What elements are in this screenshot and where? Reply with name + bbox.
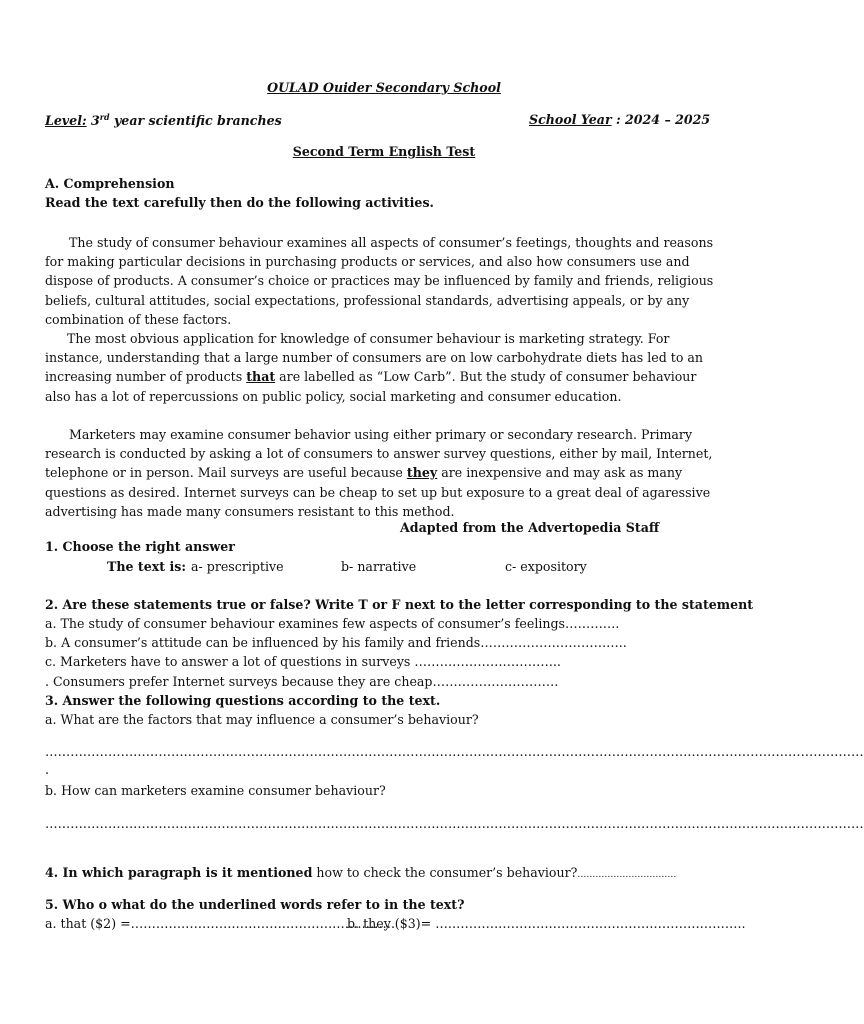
q1-option-c: c- expository xyxy=(505,559,587,574)
paragraph-3-part-1: Marketers may examine consumer behavior using either primary or secondary research. Primary research is conducted by asking a lot of consumers to answer survey questions, either by mail, Internet, telephone or in person. Mail surveys are useful because xyxy=(45,427,713,481)
q5-title: 5. Who o what do the underlined words refer to in the text? xyxy=(45,897,465,912)
q2-item-a: a. The study of consumer behaviour examines few aspects of consumer’s feelings…………. xyxy=(45,616,620,631)
school-year-value: : 2024 – 2025 xyxy=(611,112,711,127)
text-paragraph-2 xyxy=(45,329,725,406)
q3-answer-line-a-end: . xyxy=(45,762,50,777)
q1-stem: The text is: xyxy=(107,559,186,574)
paragraph-1-text: The study of consumer behaviour examines all aspects of consumer’s feetings, thoughts and reasons for making particular decisions in purchasing products or services, and also how consumers use and dispose of products. A consumer’s choice or practices may be influenced by family and friends, religious beliefs, cultural attitudes, social expectations, professional standards, advertising appeals, or by any combination of these factors. xyxy=(45,235,714,327)
text-paragraph-1 xyxy=(45,233,725,329)
q2-item-c: c. Marketers have to answer a lot of questions in surveys …………………………….. xyxy=(45,654,561,669)
school-year xyxy=(529,112,710,127)
section-a-title: A. Comprehension xyxy=(45,176,175,191)
q3-title: 3. Answer the following questions according to the text. xyxy=(45,693,441,708)
text-source: Adapted from the Advertopedia Staff xyxy=(400,520,660,535)
school-name: OULAD Ouider Secondary School xyxy=(267,80,501,95)
q4-line xyxy=(45,865,676,880)
school-year-label: School Year xyxy=(529,112,612,127)
q2-item-b: b. A consumer’s attitude can be influenced by his family and friends…………………………….. xyxy=(45,635,627,650)
q5-item-b: b. they ($3)= ……………………………………………………………….. xyxy=(347,916,746,931)
paragraph-2-part-2: are labelled as “Low Carb”. But the study of consumer behaviour also has a lot of repercussions on public policy, social marketing and consumer education. xyxy=(45,369,697,404)
paragraph-3-part-2: are inexpensive and may ask as many questions as desired. Internet surveys can be cheap to set up but exposure to a great deal of agaressive advertising has made many consumers resistant to this method. xyxy=(45,465,711,519)
level-number: 3 xyxy=(91,113,100,129)
q4-rest: how to check the consumer’s behaviour? xyxy=(312,865,578,880)
section-a-instruction: Read the text carefully then do the following activities. xyxy=(45,195,434,210)
underlined-word-they: they xyxy=(406,465,438,481)
q4-title: 4. In which paragraph is it mentioned xyxy=(45,865,313,880)
paragraph-3-body xyxy=(45,425,725,521)
paragraph-2-part-1: The most obvious application for knowledge of consumer behaviour is marketing strategy. For instance, understanding that a large number of consumers are on low carbohydrate diets has led to an increasing number of products xyxy=(45,331,704,385)
underlined-word-that: that xyxy=(246,369,276,385)
level-line xyxy=(45,112,282,128)
q3-question-b: b. How can marketers examine consumer behaviour? xyxy=(45,783,386,798)
paragraph-2-body xyxy=(45,329,725,406)
q3-answer-line-a: …………………………………………………………………………………………………………………………………………………………………………… xyxy=(45,744,864,759)
q1-option-a: a- prescriptive xyxy=(191,559,284,574)
q3-answer-line-b: …………………………………………………………………………………………………………………………………………………………………………… xyxy=(45,816,864,831)
q1-option-b: b- narrative xyxy=(341,559,417,574)
test-title: Second Term English Test xyxy=(292,144,476,159)
q2-item-d: . Consumers prefer Internet surveys because they are cheap………………………… xyxy=(45,674,559,689)
level-label: Level: xyxy=(45,113,87,129)
level-text: year scientific branches xyxy=(109,113,282,129)
q1-title: 1. Choose the right answer xyxy=(45,539,235,554)
q5-item-a: a. that ($2) =……………………………………………………… xyxy=(45,916,396,931)
level-ordinal: rd xyxy=(99,112,110,122)
q3-question-a: a. What are the factors that may influence a consumer’s behaviour? xyxy=(45,712,479,727)
q2-title: 2. Are these statements true or false? Write T or F next to the letter corresponding to the statement xyxy=(45,597,754,612)
text-paragraph-3 xyxy=(45,425,725,521)
q4-dots: …………………………… xyxy=(577,870,677,880)
